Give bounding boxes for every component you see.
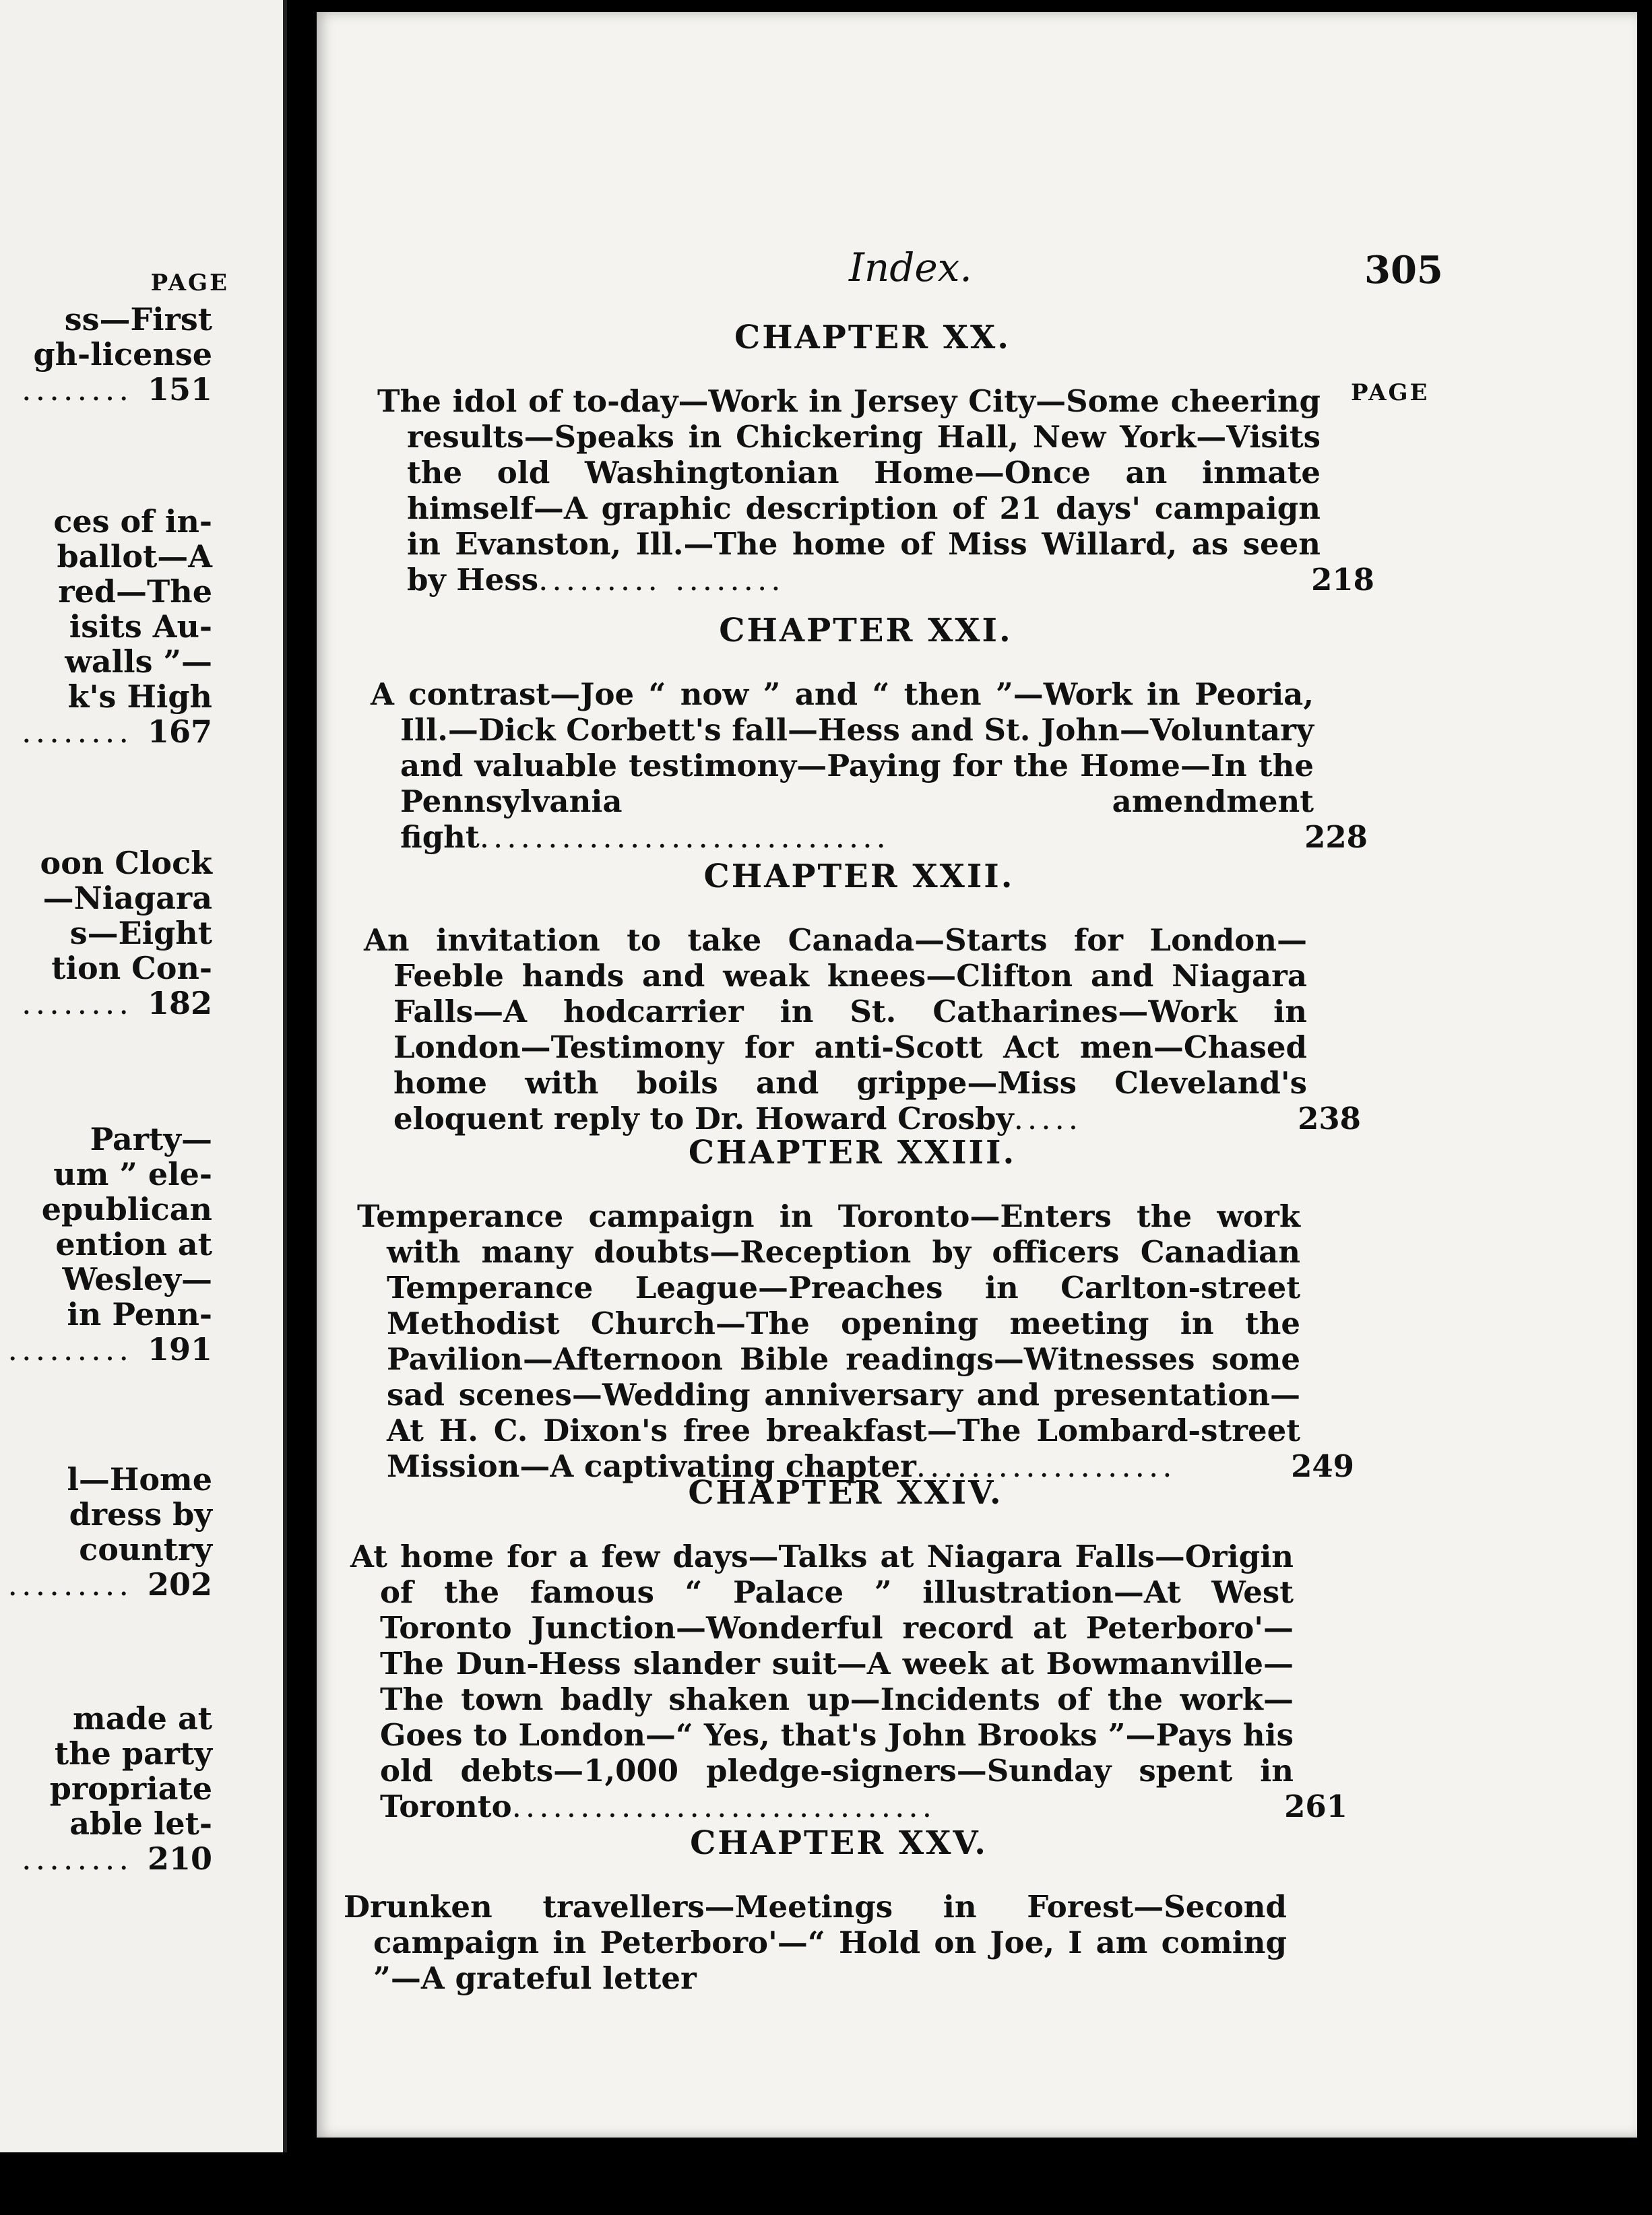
left-entry-line: ........ 210 <box>21 1840 212 1877</box>
left-entry-line: gh-license <box>33 336 212 373</box>
left-entry-page-number: 191 <box>147 1331 212 1368</box>
chapter-entry-xxv <box>344 1824 1334 1996</box>
left-entry-page-number: 182 <box>147 985 212 1021</box>
leader-dots: .............................. <box>479 819 890 855</box>
left-entry-4 <box>7 1122 212 1367</box>
chapter-summary-text: An invitation to take Canada—Starts for London—Feeble hands and weak knees—Clifton and Niagara Falls—A hodcarrier in St. Catharines—Work in London—Testimony for anti-Scott Act men—Chased home with boils and grippe—Miss Cleveland's eloquent reply to Dr. Howard Crosby <box>364 922 1307 1136</box>
left-entry-line: ss—First <box>64 301 212 338</box>
left-entry-line: Party— <box>90 1121 212 1157</box>
chapter-heading: CHAPTER XX. <box>734 319 1011 356</box>
left-entry-line: oon Clock <box>40 845 212 881</box>
chapter-entry-xxiii <box>357 1134 1354 1484</box>
left-entry-line: s—Eight <box>69 915 212 951</box>
left-entry-line: —Niagara <box>42 880 212 916</box>
left-entry-line: the party <box>54 1735 212 1772</box>
left-entry-page-number: 210 <box>147 1840 212 1877</box>
left-entry-line: ........ 151 <box>21 371 212 408</box>
left-entry-5 <box>7 1462 212 1602</box>
chapter-summary <box>344 1889 1334 1996</box>
left-entry-line: isits Au- <box>69 608 212 645</box>
left-entry-line: ........ 167 <box>21 713 212 750</box>
left-entry-page-number: 202 <box>147 1566 212 1603</box>
chapter-page-number: 218 <box>1311 562 1374 598</box>
left-entry-line: ballot—A <box>57 538 212 575</box>
chapter-summary <box>371 676 1368 855</box>
left-entry-line: um ” ele- <box>53 1156 212 1192</box>
left-entry-line: epublican <box>41 1191 212 1227</box>
leader-dots: ......... ........ <box>538 562 785 598</box>
left-entry-line: walls ”— <box>65 643 212 680</box>
chapter-summary-text: Temperance campaign in Toronto—Enters the work with many doubts—Reception by officers Canadian Temperance League—Preaches in Carlton-street Methodist Church—The opening meeting in the Pavilion—Afternoon Bible readings—Witnesses some sad scenes—Wedding anniversary and presentation—At H. C. Dixon's free breakfast—The Lombard-street Mission—A captivating chapter <box>357 1198 1300 1484</box>
left-entry-line: tion Con- <box>51 950 212 986</box>
index-page <box>317 12 1637 2138</box>
chapter-page-number: 228 <box>1304 819 1368 855</box>
chapter-entry-xx <box>377 319 1374 598</box>
leader-dots: ............................... <box>511 1789 936 1824</box>
chapter-summary-text: The idol of to-day—Work in Jersey City—Some cheering results—Speaks in Chickering Hall, New York—Visits the old Washingtonian Home—Once an inmate himself—A graphic description of 21 days' campaign in Evanston, Ill.—The home of Miss Willard, as seen by Hess <box>377 383 1321 598</box>
chapter-entry-xxii <box>364 858 1361 1136</box>
chapter-summary <box>357 1198 1354 1484</box>
chapter-heading: CHAPTER XXIV. <box>688 1474 1003 1512</box>
left-entry-line: ......... 191 <box>7 1331 212 1368</box>
chapter-summary <box>350 1539 1347 1824</box>
left-entry-2 <box>22 504 212 749</box>
chapter-heading: CHAPTER XXV. <box>690 1824 988 1862</box>
chapter-entry-xxi <box>371 612 1368 855</box>
left-entry-line: Wesley— <box>62 1261 212 1297</box>
leader-dots: ..... <box>1013 1101 1083 1136</box>
chapter-summary-text: A contrast—Joe “ now ” and “ then ”—Work in Peoria, Ill.—Dick Corbett's fall—Hess and St. John—Voluntary and valuable testimony—Paying for the Home—In the Pennsylvania amendment fight <box>371 676 1314 855</box>
left-entry-line: ces of in- <box>53 503 212 540</box>
left-entry-line: ......... 202 <box>7 1566 212 1603</box>
left-entry-line: able let- <box>69 1805 212 1842</box>
left-entry-line: in Penn- <box>67 1296 212 1333</box>
left-entry-line: dress by <box>69 1496 212 1533</box>
left-entry-line: country <box>79 1531 212 1568</box>
left-entry-3 <box>22 845 212 1021</box>
chapter-summary <box>377 383 1374 598</box>
left-entry-line: made at <box>73 1700 212 1737</box>
previous-page-fragment <box>0 0 287 2152</box>
chapter-page-number: 238 <box>1298 1101 1361 1136</box>
page-column-label: PAGE <box>1351 379 1430 406</box>
left-entry-line: propriate <box>49 1770 212 1807</box>
running-head: Index. <box>849 245 972 290</box>
chapter-page-number: 261 <box>1284 1789 1347 1824</box>
left-entry-6 <box>22 1701 212 1876</box>
chapter-summary <box>364 922 1361 1136</box>
left-entry-1 <box>22 302 212 407</box>
left-entry-line: l—Home <box>67 1461 212 1498</box>
left-entry-line: red—The <box>58 573 212 610</box>
leader-dots: ................... <box>916 1448 1176 1484</box>
left-entry-line: k's High <box>67 678 212 715</box>
left-page-column-label: PAGE <box>150 269 229 296</box>
left-entry-page-number: 167 <box>147 713 212 750</box>
left-entry-line: ention at <box>55 1226 212 1262</box>
chapter-summary-text: Drunken travellers—Meetings in Forest—Second campaign in Peterboro'—“ Hold on Joe, I am coming ”—A grateful letter <box>344 1889 1287 1996</box>
chapter-page-number: 249 <box>1291 1448 1354 1484</box>
chapter-heading: CHAPTER XXII. <box>703 858 1015 895</box>
left-entry-page-number: 151 <box>147 371 212 408</box>
chapter-heading: CHAPTER XXIII. <box>688 1134 1017 1171</box>
chapter-heading: CHAPTER XXI. <box>719 612 1013 649</box>
page-number: 305 <box>1364 248 1443 292</box>
left-entry-line: ........ 182 <box>21 985 212 1021</box>
chapter-summary-text: At home for a few days—Talks at Niagara Falls—Origin of the famous “ Palace ” illustration—At West Toronto Junction—Wonderful record at Peterboro'—The Dun-Hess slander suit—A week at Bowmanville—The town badly shaken up—Incidents of the work—Goes to London—“ Yes, that's John Brooks ”—Pays his old debts—1,000 pledge-signers—Sunday spent in Toronto <box>350 1539 1294 1824</box>
chapter-entry-xxiv <box>350 1474 1347 1824</box>
